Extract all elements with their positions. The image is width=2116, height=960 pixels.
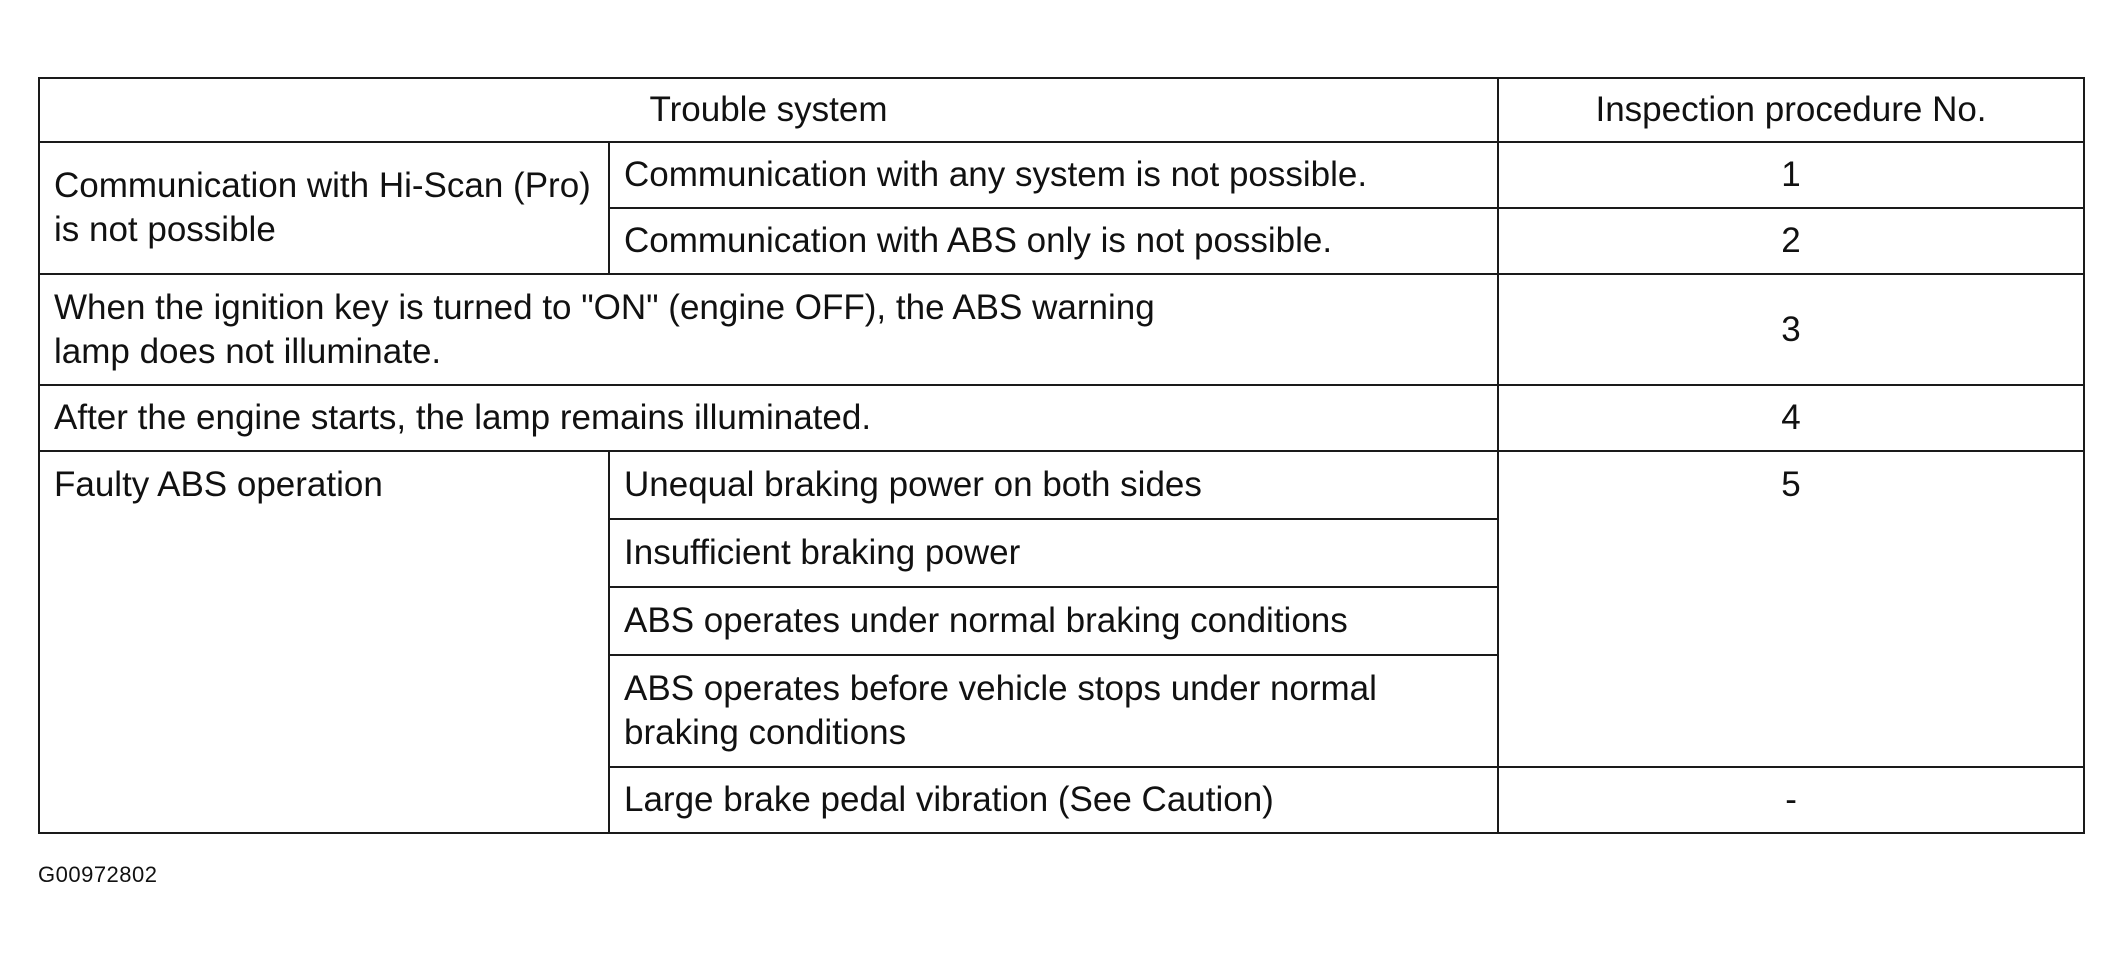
symptom-cell: [609, 655, 1498, 767]
header-inspection-procedure-no: Inspection procedure No.: [1498, 78, 2084, 142]
table-header-row: [39, 78, 2084, 142]
table-row: [39, 142, 2084, 208]
symptom-text: When the ignition key is turned to "ON" (engine OFF), the ABS warning lamp does not illuminate.: [54, 287, 1155, 371]
table-row: [39, 385, 2084, 451]
procedure-cell: 3: [1498, 274, 2084, 385]
table-row: [39, 451, 2084, 519]
procedure-cell: 2: [1498, 208, 2084, 274]
symptom-cell-full: After the engine starts, the lamp remains illuminated.: [39, 385, 1498, 451]
symptom-cell: Unequal braking power on both sides: [609, 451, 1498, 519]
procedure-cell: 1: [1498, 142, 2084, 208]
procedure-cell: 4: [1498, 385, 2084, 451]
symptom-cell: Communication with ABS only is not possible.: [609, 208, 1498, 274]
symptom-cell: Communication with any system is not possible.: [609, 142, 1498, 208]
group-cell-communication: Communication with Hi-Scan (Pro) is not possible: [39, 142, 609, 274]
symptom-cell: Large brake pedal vibration (See Caution): [609, 767, 1498, 833]
figure-id-label: G00972802: [38, 862, 158, 887]
symptom-cell: Insufficient braking power: [609, 519, 1498, 587]
symptom-cell: ABS operates under normal braking conditions: [609, 587, 1498, 655]
symptom-text: ABS operates before vehicle stops under normal braking conditions: [624, 669, 1377, 752]
header-trouble-system: Trouble system: [39, 78, 1498, 142]
procedure-cell-shared: 5: [1498, 451, 2084, 767]
group-cell-faulty-abs: Faulty ABS operation: [39, 451, 609, 833]
procedure-cell: -: [1498, 767, 2084, 833]
symptom-cell-full: [39, 274, 1498, 385]
trouble-symptom-table: [38, 77, 2085, 834]
table-row: [39, 274, 2084, 385]
